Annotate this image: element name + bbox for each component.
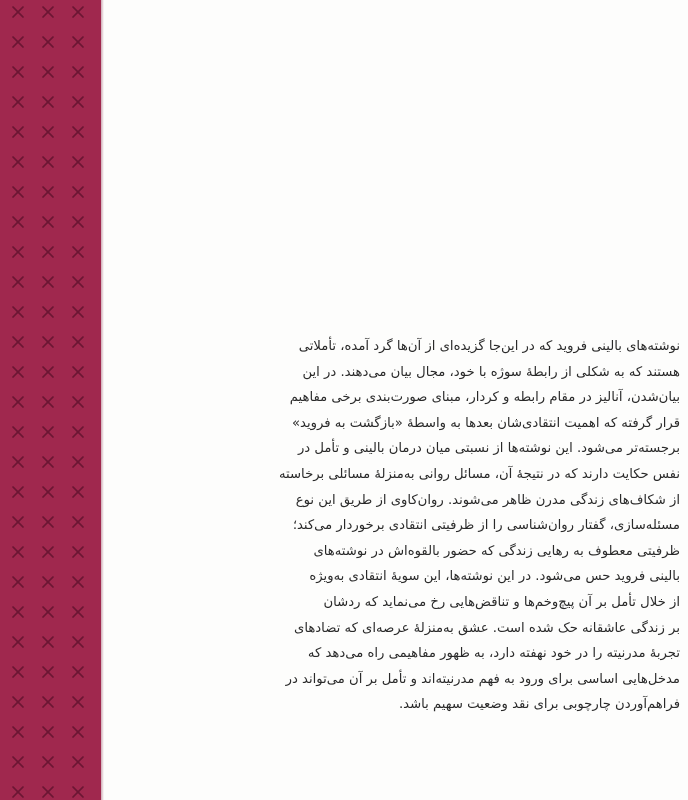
- x-mark-icon: [73, 487, 83, 497]
- x-mark-icon: [73, 607, 83, 617]
- x-mark-icon: [73, 187, 83, 197]
- x-mark-icon: [43, 667, 53, 677]
- x-mark-icon: [43, 787, 53, 797]
- text-line: بالینی فروید حس می‌شود. در این نوشته‌ها، این سویهٔ انتقادی به‌ویژه: [309, 569, 680, 585]
- x-mark-icon: [13, 607, 23, 617]
- text-line: نوشته‌های بالینی فروید که در این‌جا گزیده‌ای از آن‌ها گرد آمده، تأملاتی: [298, 339, 680, 354]
- x-mark-icon: [73, 67, 83, 77]
- x-mark-icon: [73, 427, 83, 437]
- text-line: نفس حکایت دارند که در نتیجهٔ آن، مسائل روانی به‌منزلهٔ مسائلی برخاسته: [278, 466, 680, 482]
- x-mark-icon: [13, 577, 23, 587]
- x-mark-icon: [13, 247, 23, 257]
- x-mark-icon: [43, 217, 53, 227]
- x-mark-icon: [13, 97, 23, 107]
- text-line: مسئله‌سازی، گفتار روان‌شناسی را از ظرفیتی انتقادی برخوردار می‌کند؛: [292, 518, 680, 534]
- x-mark-icon: [73, 457, 83, 467]
- x-mark-icon: [13, 67, 23, 77]
- x-mark-icon: [13, 7, 23, 17]
- x-mark-icon: [13, 37, 23, 47]
- x-mark-icon: [73, 547, 83, 557]
- x-mark-icon: [13, 397, 23, 407]
- x-mark-icon: [13, 217, 23, 227]
- x-mark-icon: [43, 697, 53, 707]
- x-mark-icon: [43, 607, 53, 617]
- x-mark-icon: [73, 637, 83, 647]
- x-mark-icon: [43, 127, 53, 137]
- x-mark-icon: [43, 337, 53, 347]
- x-mark-icon: [43, 577, 53, 587]
- spine-band: [0, 0, 101, 800]
- x-mark-icon: [13, 427, 23, 437]
- back-cover-text: [152, 334, 680, 718]
- x-mark-icon: [73, 367, 83, 377]
- x-mark-icon: [43, 427, 53, 437]
- text-line: از خلال تأمل بر آن پیچ‌وخم‌ها و تناقض‌هایی رخ می‌نماید که ردشان: [323, 594, 680, 610]
- x-mark-icon: [43, 307, 53, 317]
- x-mark-icon: [73, 757, 83, 767]
- x-mark-icon: [13, 547, 23, 557]
- x-mark-icon: [73, 517, 83, 527]
- text-line: هستند که به شکلی از رابطهٔ سوژه با خود، مجال بیان می‌دهند. در این: [302, 364, 680, 380]
- text-line: فراهم‌آوردن چارچوبی برای نقد وضعیت سهیم باشد.: [398, 697, 680, 713]
- x-mark-icon: [73, 217, 83, 227]
- x-mark-icon: [43, 637, 53, 647]
- x-mark-icon: [73, 337, 83, 347]
- x-mark-icon: [43, 247, 53, 257]
- x-mark-icon: [43, 67, 53, 77]
- x-mark-icon: [43, 7, 53, 17]
- text-line: قرار گرفته که اهمیت انتقادی‌شان بعدها به واسطهٔ «بازگشت به فروید»: [291, 415, 680, 431]
- x-pattern: [0, 0, 101, 800]
- x-mark-icon: [73, 127, 83, 137]
- x-mark-icon: [13, 367, 23, 377]
- x-mark-icon: [43, 277, 53, 287]
- x-mark-icon: [73, 157, 83, 167]
- x-mark-icon: [73, 307, 83, 317]
- x-mark-icon: [43, 187, 53, 197]
- x-mark-icon: [43, 97, 53, 107]
- x-mark-icon: [43, 367, 53, 377]
- x-mark-icon: [13, 457, 23, 467]
- x-mark-icon: [13, 787, 23, 797]
- x-mark-icon: [43, 727, 53, 737]
- x-mark-icon: [43, 487, 53, 497]
- text-line: ظرفیتی معطوف به رهایی زندگی که حضور بالقوه‌اش در نوشته‌های: [313, 543, 680, 559]
- text-line: از شکاف‌های زندگی مدرن ظاهر می‌شوند. روان‌کاوی از طریق این نوع: [295, 492, 680, 508]
- x-mark-icon: [73, 697, 83, 707]
- x-mark-icon: [73, 787, 83, 797]
- x-mark-icon: [13, 277, 23, 287]
- x-mark-icon: [43, 547, 53, 557]
- x-mark-icon: [73, 277, 83, 287]
- text-line: مدخل‌هایی اساسی برای ورود به فهم مدرنیته‌اند و تأمل بر آن می‌تواند در: [285, 671, 680, 687]
- x-mark-icon: [13, 517, 23, 527]
- spine-shadow: [101, 0, 104, 800]
- text-line: تجربهٔ مدرنیته را در خود نهفته دارد، به ظهور مفاهیمی راه می‌دهد که: [307, 646, 680, 662]
- x-mark-icon: [13, 157, 23, 167]
- x-mark-icon: [43, 757, 53, 767]
- x-mark-icon: [13, 487, 23, 497]
- x-mark-icon: [73, 97, 83, 107]
- x-mark-icon: [43, 457, 53, 467]
- x-mark-icon: [13, 757, 23, 767]
- x-mark-icon: [73, 247, 83, 257]
- x-mark-icon: [43, 397, 53, 407]
- x-mark-icon: [13, 697, 23, 707]
- x-mark-icon: [43, 37, 53, 47]
- x-mark-icon: [13, 337, 23, 347]
- x-mark-icon: [13, 727, 23, 737]
- text-line: بر زندگی عاشقانه حک شده است. عشق به‌منزلهٔ عرصه‌ای که تضادهای: [294, 620, 680, 636]
- x-mark-icon: [13, 307, 23, 317]
- x-mark-icon: [73, 397, 83, 407]
- x-mark-icon: [43, 157, 53, 167]
- x-mark-icon: [13, 667, 23, 677]
- x-mark-icon: [73, 577, 83, 587]
- x-mark-icon: [73, 37, 83, 47]
- x-mark-icon: [73, 667, 83, 677]
- x-mark-icon: [43, 517, 53, 527]
- x-mark-icon: [73, 7, 83, 17]
- text-line: بیان‌شدن، آنالیز در مقام رابطه و کردار، مبنای صورت‌بندی برخی مفاهیم: [289, 390, 680, 406]
- x-mark-icon: [13, 187, 23, 197]
- x-mark-icon: [13, 127, 23, 137]
- text-line: برجسته‌تر می‌شود. این نوشته‌ها از نسبتی میان درمان بالینی و تأمل در: [297, 441, 680, 457]
- x-mark-icon: [73, 727, 83, 737]
- x-mark-icon: [13, 637, 23, 647]
